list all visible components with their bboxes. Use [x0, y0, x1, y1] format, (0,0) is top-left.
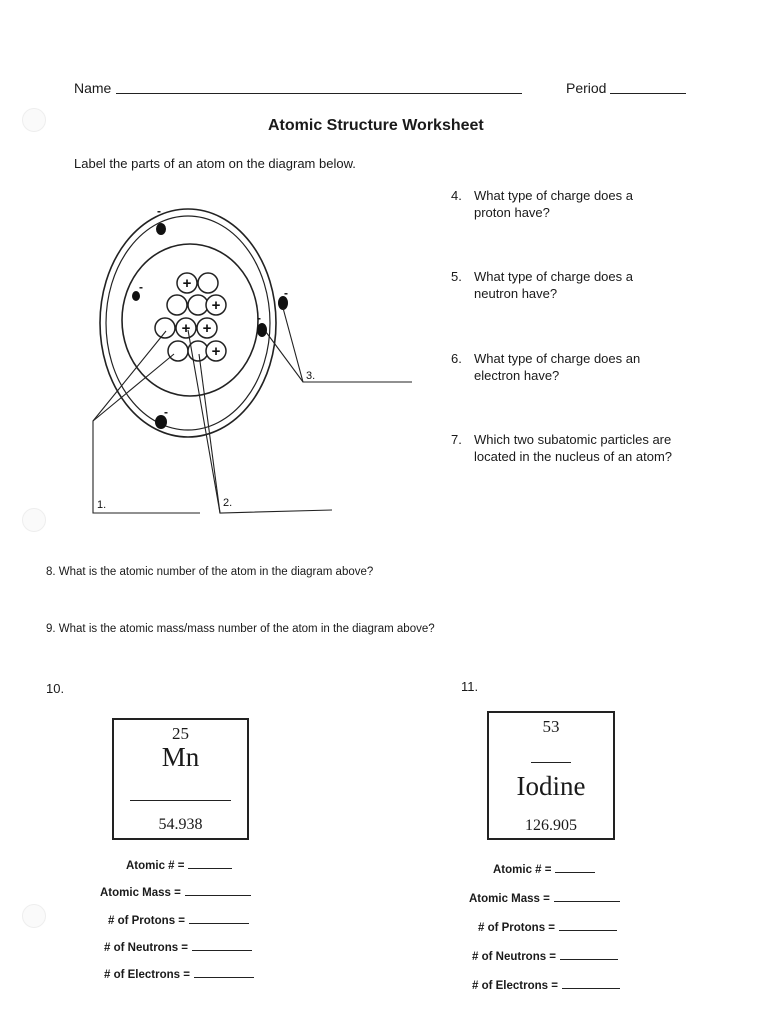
element-11-atomic-number: 53 [542, 717, 560, 736]
e11-protons-label: # of Protons = [478, 922, 555, 934]
element-11-mass: 126.905 [525, 817, 577, 834]
electron-minus-sign: - [164, 405, 168, 419]
proton-plus-sign: + [211, 343, 221, 360]
question-6-number: 6. [451, 351, 462, 366]
neutron [188, 295, 208, 315]
worksheet-title: Atomic Structure Worksheet [268, 117, 484, 134]
question-5-text: What type of charge does a neutron have? [474, 269, 633, 301]
element-10-atomic-number: 25 [172, 724, 189, 743]
e10-atomic-number-field [126, 857, 232, 873]
proton-plus-sign: + [182, 275, 192, 292]
e10-electrons-label: # of Electrons = [104, 969, 190, 981]
question-7-number: 7. [451, 432, 462, 447]
period-label: Period [566, 80, 607, 96]
neutron [155, 318, 175, 338]
e10-atomic-mass-field [100, 884, 251, 900]
e10-neutrons-label: # of Neutrons = [104, 942, 189, 954]
leader-line-2b [199, 354, 220, 513]
e11-atomic-number-label: Atomic # = [493, 864, 552, 876]
e11-protons-field [478, 919, 617, 935]
e11-electrons-label: # of Electrons = [472, 980, 558, 992]
proton-plus-sign: + [181, 320, 191, 337]
electron-minus-sign: - [157, 204, 161, 218]
e11-atomic-mass-label: Atomic Mass = [469, 893, 550, 905]
element-tile-manganese [112, 718, 249, 840]
proton-plus-sign: + [202, 320, 212, 337]
question-11-number: 11. [461, 679, 479, 694]
leader-line-3 [283, 308, 412, 382]
instruction-text: Label the parts of an atom on the diagram below. [74, 156, 356, 171]
e10-protons-label: # of Protons = [108, 915, 185, 927]
question-9-text: 9. What is the atomic mass/mass number of the atom in the diagram above? [46, 623, 435, 635]
diagram-label-3: 3. [306, 370, 316, 382]
e11-atomic-mass-blank[interactable] [554, 890, 620, 902]
e10-atomic-number-blank[interactable] [188, 857, 232, 869]
neutron [167, 295, 187, 315]
name-label: Name [74, 80, 112, 96]
e11-neutrons-label: # of Neutrons = [472, 951, 557, 963]
electron [257, 323, 267, 337]
element-11-symbol-blank[interactable] [531, 762, 571, 763]
element-10-name-blank[interactable] [130, 800, 231, 801]
question-10-number: 10. [46, 681, 65, 696]
e10-atomic-number-label: Atomic # = [126, 860, 185, 872]
e10-atomic-mass-label: Atomic Mass = [100, 887, 181, 899]
neutron [168, 341, 188, 361]
electron-minus-sign: - [284, 286, 288, 300]
question-4-number: 4. [451, 188, 462, 203]
element-10-symbol: Mn [161, 742, 200, 772]
electron-minus-sign: - [257, 311, 261, 325]
question-6-text: What type of charge does an electron have? [474, 351, 641, 383]
electron [156, 223, 166, 235]
question-8-text: 8. What is the atomic number of the atom in the diagram above? [46, 566, 374, 578]
element-11-name: Iodine [516, 771, 586, 801]
question-4-text: What type of charge does a proton have? [474, 188, 633, 220]
e11-neutrons-field [472, 948, 618, 964]
question-7-text: Which two subatomic particles are located in the nucleus of an atom? [474, 432, 673, 464]
proton-plus-sign: + [211, 297, 221, 314]
electron-minus-sign: - [139, 280, 143, 294]
e11-atomic-number-field [493, 861, 595, 877]
e10-electrons-field [104, 966, 254, 982]
e11-neutrons-blank[interactable] [560, 948, 618, 960]
e11-electrons-blank[interactable] [562, 977, 620, 989]
diagram-label-2: 2. [223, 497, 233, 509]
e11-protons-blank[interactable] [559, 919, 617, 931]
neutron [198, 273, 218, 293]
e10-atomic-mass-blank[interactable] [185, 884, 251, 896]
e10-protons-blank[interactable] [189, 912, 249, 924]
e10-electrons-blank[interactable] [194, 966, 254, 978]
element-10-mass: 54.938 [158, 816, 203, 833]
diagram-label-1: 1. [97, 499, 107, 511]
e11-atomic-mass-field [469, 890, 620, 906]
e10-protons-field [108, 912, 249, 928]
element-tile-iodine [487, 711, 615, 840]
e10-neutrons-blank[interactable] [192, 939, 252, 951]
e11-atomic-number-blank[interactable] [555, 861, 595, 873]
e11-electrons-field [472, 977, 620, 993]
e10-neutrons-field [104, 939, 252, 955]
question-5-number: 5. [451, 269, 462, 284]
